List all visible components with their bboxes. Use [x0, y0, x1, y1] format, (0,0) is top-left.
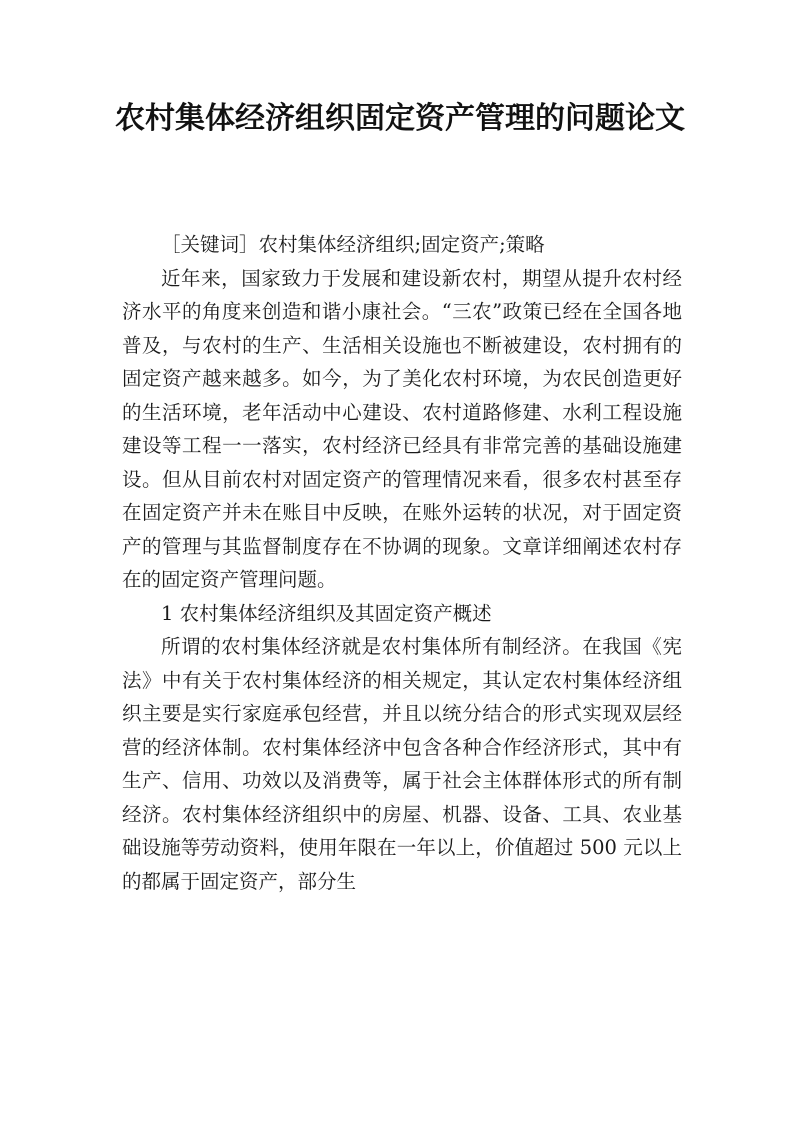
section-paragraph: 所谓的农村集体经济就是农村集体所有制经济。在我国《宪法》中有关于农村集体经济的相关规定，其认定农村集体经济组织主要是实行家庭承包经营，并且以统分结合的形式实现双层经营的经济体制。农村集体经济中包含各种合作经济形式，其中有生产、信用、功效以及消费等，属于社会主体群体形式的所有制经济。农村集体经济组织中的房屋、机器、设备、工具、农业基础设施等劳动资料，使用年限在一年以上，价值超过 500 元以上的都属于固定资产，部分生 — [122, 635, 682, 893]
keywords-line: ［关键词］农村集体经济组织;固定资产;策略 — [161, 233, 545, 256]
document-title: 农村集体经济组织固定资产管理的问题论文 — [115, 101, 685, 136]
intro-paragraph: 近年来，国家致力于发展和建设新农村，期望从提升农村经济水平的角度来创造和谐小康社会。“三农”政策已经在全国各地普及，与农村的生产、生活相关设施也不断被建设，农村拥有的固定资产越来越多。如今，为了美化农村环境，为农民创造更好的生活环境，老年活动中心建设、农村道路修建、水利工程设施建设等工程一一落实，农村经济已经具有非常完善的基础设施建设。但从目前农村对固定资产的管理情况来看，很多农村甚至存在固定资产并未在账目中反映，在账外运转的状况，对于固定资产的管理与其监督制度存在不协调的现象。文章详细阐述农村存在的固定资产管理问题。 — [122, 266, 682, 591]
document-body — [122, 228, 682, 898]
section-heading: 1 农村集体经济组织及其固定资产概述 — [161, 601, 492, 625]
